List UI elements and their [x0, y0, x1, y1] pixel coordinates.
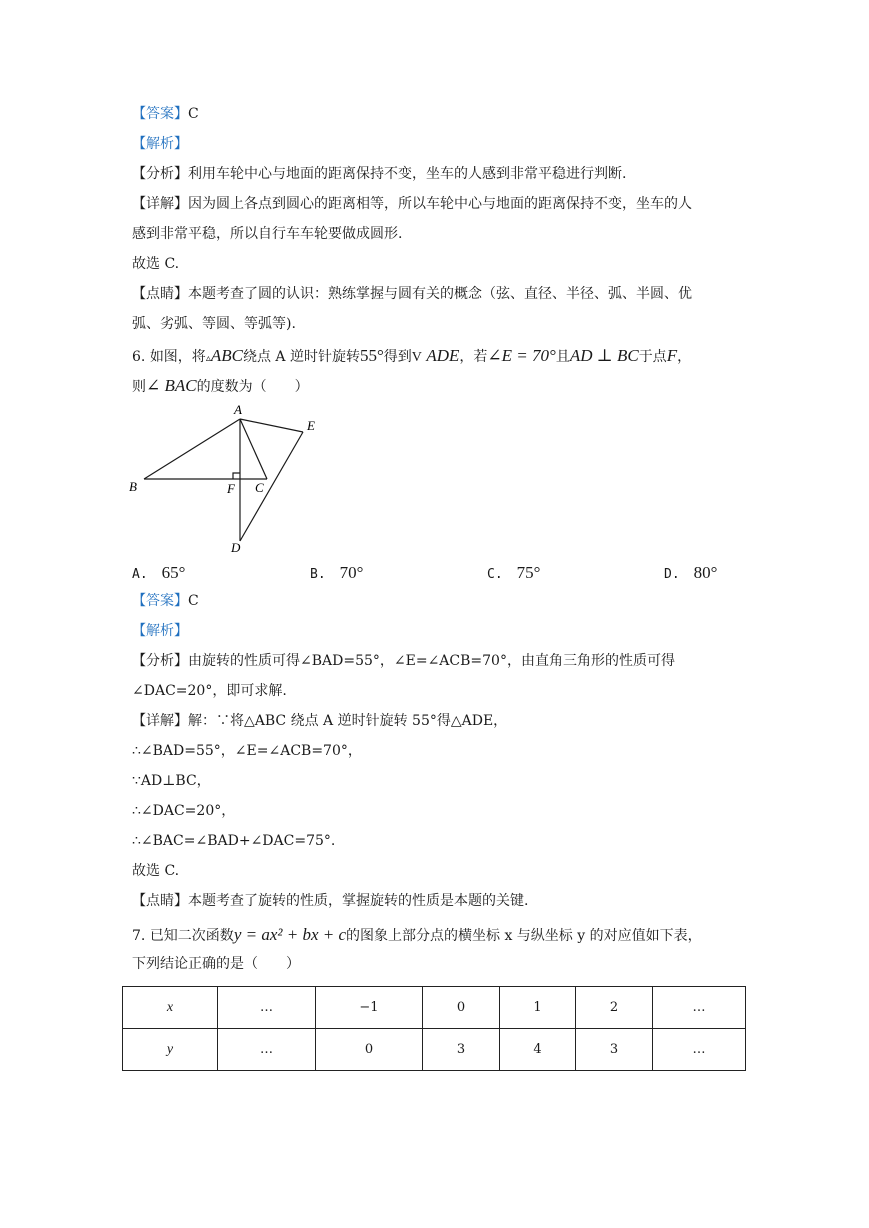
v-symbol: V	[411, 350, 422, 365]
q6-choose-line	[132, 861, 179, 881]
answer-value: C	[188, 106, 199, 122]
q7-text-1: 已知二次函数	[149, 928, 234, 944]
option-b-letter: B.	[310, 567, 326, 582]
option-d[interactable]	[664, 562, 717, 586]
q6-xiangjie-line	[132, 711, 507, 731]
option-c-value: 75°	[516, 563, 541, 582]
table-cell: y	[123, 1029, 218, 1071]
triangle-symbol: ▵	[205, 353, 211, 364]
q6-line2-b: 的度数为（ ）	[196, 379, 309, 395]
xiangjie-tag: 【详解】	[132, 713, 188, 729]
table-row-x	[123, 987, 746, 1029]
table-cell: …	[653, 987, 746, 1029]
point-f: F	[666, 346, 678, 365]
q6-stem-line-2	[132, 374, 309, 399]
label-b: B	[129, 479, 137, 494]
q6-analysis-line	[132, 621, 188, 641]
prev-xiangjie-line-2	[132, 224, 402, 244]
dianjing-text-2: 弧、劣弧、等圆、等弧等).	[132, 316, 296, 332]
xiangjie-text: 解：∵将△ABC 绕点 A 逆时针旋转 55°得△ADE，	[188, 713, 508, 729]
q6-step-2	[132, 771, 211, 791]
dianjing-text-1: 本题考查了圆的认识：熟练掌握与圆有关的概念（弦、直径、半径、弧、半圆、优	[188, 286, 692, 302]
fenxi-text-1: 由旋转的性质可得∠BAD=55°，∠E=∠ACB=70°，由直角三角形的性质可得	[188, 653, 675, 669]
prev-dianjing-line-1	[132, 284, 692, 304]
angle-bac: ∠ BAC	[146, 376, 197, 395]
q6-fenxi-line-2	[132, 681, 287, 701]
q7-line-2: 下列结论正确的是（ ）	[132, 956, 300, 972]
label-c: C	[255, 480, 264, 495]
q6-dianjing-line	[132, 891, 528, 911]
table-cell: 0	[316, 1029, 423, 1071]
q6-text-5: 且	[555, 349, 570, 365]
table-cell: 3	[576, 1029, 653, 1071]
step-text: ∴∠BAC=∠BAD+∠DAC=75°.	[132, 833, 336, 849]
xiangjie-tag: 【详解】	[132, 196, 188, 212]
answer-tag: 【答案】	[132, 593, 188, 609]
choose-text: 故选 C.	[132, 863, 180, 879]
table-cell: …	[218, 987, 316, 1029]
q6-text-3: 得到	[383, 349, 412, 365]
table-cell: 4	[500, 1029, 576, 1071]
q6-step-3	[132, 801, 235, 821]
prev-choose-line	[132, 254, 179, 274]
q6-number: 6.	[132, 349, 146, 365]
step-text: ∴∠BAD=55°，∠E=∠ACB=70°，	[132, 743, 362, 759]
table-row-y	[123, 1029, 746, 1071]
analysis-tag: 【解析】	[132, 623, 188, 639]
option-a-value: 65°	[161, 563, 186, 582]
fenxi-tag: 【分析】	[132, 166, 188, 182]
choose-text: 故选 C.	[132, 256, 180, 272]
fenxi-text: 利用车轮中心与地面的距离保持不变，坐车的人感到非常平稳进行判断.	[188, 166, 627, 182]
option-a-letter: A.	[132, 567, 148, 582]
answer-value: C	[188, 593, 199, 609]
label-a: A	[234, 404, 242, 417]
q6-line2-a: 则	[132, 379, 146, 395]
condition-angle-e: ∠E = 70°	[487, 346, 556, 365]
table-cell: x	[123, 987, 218, 1029]
prev-dianjing-line-2	[132, 314, 296, 334]
triangle-ade: ADE	[426, 346, 460, 365]
dianjing-text: 本题考查了旋转的性质，掌握旋转的性质是本题的关键.	[188, 893, 529, 909]
step-text: ∵AD⊥BC，	[132, 773, 211, 789]
fenxi-text-2: ∠DAC=20°，即可求解.	[132, 683, 287, 699]
option-c[interactable]	[487, 562, 540, 586]
prev-analysis-line	[132, 134, 188, 154]
table-cell: 2	[576, 987, 653, 1029]
geometry-figure	[128, 404, 338, 554]
label-e: E	[307, 418, 315, 433]
option-a[interactable]	[132, 562, 185, 586]
prev-answer-line	[132, 104, 199, 124]
perpendicular-condition: AD ⊥ BC	[569, 346, 639, 365]
q6-step-1	[132, 741, 362, 761]
table-cell: 3	[423, 1029, 500, 1071]
table-cell: 1	[500, 987, 576, 1029]
q6-answer-line	[132, 591, 199, 611]
xiangjie-text-1: 因为圆上各点到圆心的距离相等，所以车轮中心与地面的距离保持不变，坐车的人	[188, 196, 692, 212]
quadratic-formula: y = ax² + bx + c	[233, 925, 347, 944]
q7-stem-line-1	[132, 923, 702, 948]
answer-tag: 【答案】	[132, 106, 188, 122]
table-cell: …	[218, 1029, 316, 1071]
prev-fenxi-line	[132, 164, 626, 184]
dianjing-tag: 【点睛】	[132, 893, 188, 909]
dianjing-tag: 【点睛】	[132, 286, 188, 302]
triangle-abc: ABC	[210, 346, 243, 365]
step-text: ∴∠DAC=20°，	[132, 803, 236, 819]
q7-stem-line-2	[132, 954, 300, 974]
rotation-angle: 55°	[359, 346, 384, 365]
q6-text-4: ，若	[459, 349, 488, 365]
option-c-letter: C.	[487, 567, 503, 582]
q7-text-2: 的图象上部分点的横坐标 x 与纵坐标 y 的对应值如下表，	[346, 928, 702, 944]
prev-xiangjie-line-1	[132, 194, 692, 214]
xiangjie-text-2: 感到非常平稳，所以自行车车轮要做成圆形.	[132, 226, 403, 242]
label-d: D	[231, 540, 241, 554]
table-cell: 0	[423, 987, 500, 1029]
option-b[interactable]	[310, 562, 363, 586]
fenxi-tag: 【分析】	[132, 653, 188, 669]
q7-number: 7.	[132, 928, 146, 944]
table-cell: …	[653, 1029, 746, 1071]
q6-text-6: 于点	[638, 349, 667, 365]
q6-text-7: ，	[677, 349, 692, 365]
option-b-value: 70°	[339, 563, 364, 582]
analysis-tag: 【解析】	[132, 136, 188, 152]
q6-fenxi-line-1	[132, 651, 675, 671]
q6-text-2: 绕点 A 逆时针旋转	[242, 349, 360, 365]
q6-step-4	[132, 831, 335, 851]
q6-text-1: 如图，将	[149, 349, 206, 365]
q6-stem-line-1	[132, 344, 691, 371]
label-f: F	[227, 481, 235, 496]
table-cell: −1	[316, 987, 423, 1029]
value-table	[122, 986, 746, 1071]
option-d-letter: D.	[664, 567, 680, 582]
option-d-value: 80°	[693, 563, 718, 582]
